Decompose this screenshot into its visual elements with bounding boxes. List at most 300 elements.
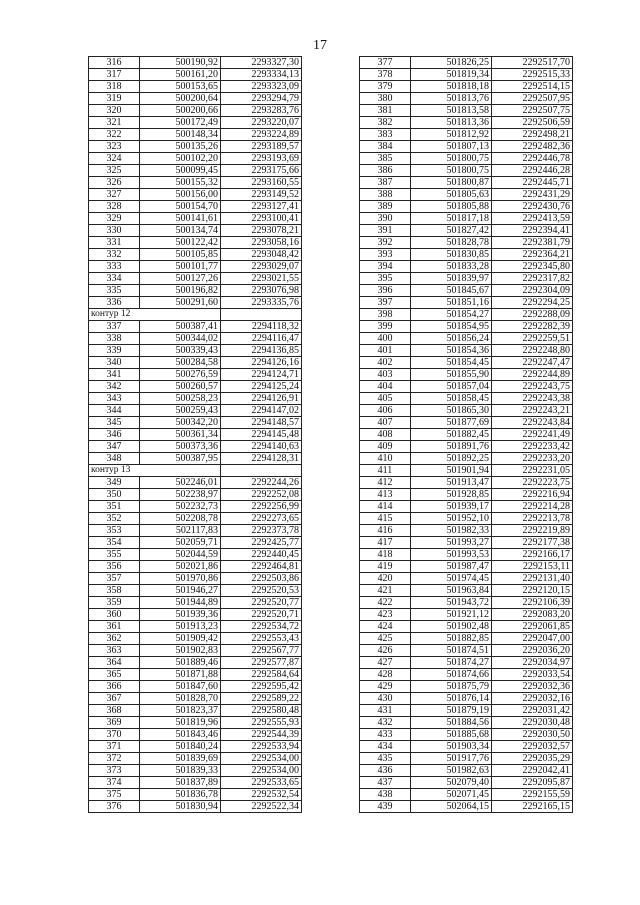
point-number: 353 bbox=[89, 525, 140, 537]
point-number: 325 bbox=[89, 165, 140, 177]
contour-label: контур 13 bbox=[89, 465, 221, 477]
x-coordinate: 501952,10 bbox=[411, 513, 492, 525]
y-coordinate: 2293323,09 bbox=[221, 81, 302, 93]
table-row bbox=[89, 513, 302, 525]
x-coordinate: 501845,67 bbox=[411, 285, 492, 297]
table-row bbox=[360, 513, 573, 525]
y-coordinate: 2292033,54 bbox=[492, 669, 573, 681]
point-number: 394 bbox=[360, 261, 411, 273]
x-coordinate: 501813,36 bbox=[411, 117, 492, 129]
point-number: 375 bbox=[89, 789, 140, 801]
point-number: 419 bbox=[360, 561, 411, 573]
table-row bbox=[89, 57, 302, 69]
y-coordinate: 2292520,53 bbox=[221, 585, 302, 597]
page-number: 17 bbox=[313, 38, 327, 53]
x-coordinate: 501854,36 bbox=[411, 345, 492, 357]
x-coordinate: 500344,02 bbox=[140, 333, 221, 345]
table-row bbox=[360, 693, 573, 705]
y-coordinate: 2292241,49 bbox=[492, 429, 573, 441]
table-row bbox=[89, 705, 302, 717]
point-number: 435 bbox=[360, 753, 411, 765]
table-row bbox=[360, 729, 573, 741]
point-number: 439 bbox=[360, 801, 411, 813]
table-row bbox=[89, 69, 302, 81]
y-coordinate: 2293029,07 bbox=[221, 261, 302, 273]
x-coordinate: 501993,53 bbox=[411, 549, 492, 561]
x-coordinate: 501884,56 bbox=[411, 717, 492, 729]
y-coordinate: 2292506,59 bbox=[492, 117, 573, 129]
x-coordinate: 501901,94 bbox=[411, 465, 492, 477]
y-coordinate: 2292153,11 bbox=[492, 561, 573, 573]
point-number: 427 bbox=[360, 657, 411, 669]
table-row bbox=[360, 645, 573, 657]
x-coordinate: 500154,70 bbox=[140, 201, 221, 213]
point-number: 382 bbox=[360, 117, 411, 129]
y-coordinate: 2294125,24 bbox=[221, 381, 302, 393]
point-number: 436 bbox=[360, 765, 411, 777]
y-coordinate: 2292061,85 bbox=[492, 621, 573, 633]
table-row bbox=[360, 441, 573, 453]
table-row bbox=[360, 57, 573, 69]
point-number: 381 bbox=[360, 105, 411, 117]
x-coordinate: 502232,73 bbox=[140, 501, 221, 513]
table-row bbox=[360, 681, 573, 693]
point-number: 387 bbox=[360, 177, 411, 189]
x-coordinate: 501818,18 bbox=[411, 81, 492, 93]
x-coordinate: 501987,47 bbox=[411, 561, 492, 573]
x-coordinate: 500200,66 bbox=[140, 105, 221, 117]
x-coordinate: 501839,69 bbox=[140, 753, 221, 765]
table-row bbox=[360, 141, 573, 153]
x-coordinate: 501874,66 bbox=[411, 669, 492, 681]
point-number: 321 bbox=[89, 117, 140, 129]
table-row bbox=[360, 81, 573, 93]
y-coordinate: 2292243,75 bbox=[492, 381, 573, 393]
y-coordinate: 2292166,17 bbox=[492, 549, 573, 561]
point-number: 317 bbox=[89, 69, 140, 81]
y-coordinate: 2292584,64 bbox=[221, 669, 302, 681]
y-coordinate: 2292256,99 bbox=[221, 501, 302, 513]
point-number: 378 bbox=[360, 69, 411, 81]
table-row bbox=[360, 573, 573, 585]
x-coordinate: 500099,45 bbox=[140, 165, 221, 177]
point-number: 421 bbox=[360, 585, 411, 597]
table-row bbox=[89, 153, 302, 165]
y-coordinate: 2292036,20 bbox=[492, 645, 573, 657]
y-coordinate: 2292288,09 bbox=[492, 309, 573, 321]
x-coordinate: 501837,89 bbox=[140, 777, 221, 789]
table-row bbox=[89, 249, 302, 261]
x-coordinate: 500102,20 bbox=[140, 153, 221, 165]
table-row bbox=[89, 429, 302, 441]
y-coordinate: 2293160,55 bbox=[221, 177, 302, 189]
x-coordinate: 501974,45 bbox=[411, 573, 492, 585]
x-coordinate: 501944,89 bbox=[140, 597, 221, 609]
x-coordinate: 502021,86 bbox=[140, 561, 221, 573]
y-coordinate: 2292567,77 bbox=[221, 645, 302, 657]
x-coordinate: 500105,85 bbox=[140, 249, 221, 261]
y-coordinate: 2294118,32 bbox=[221, 321, 302, 333]
point-number: 370 bbox=[89, 729, 140, 741]
point-number: 326 bbox=[89, 177, 140, 189]
y-coordinate: 2292464,81 bbox=[221, 561, 302, 573]
table-row bbox=[360, 297, 573, 309]
x-coordinate: 501939,36 bbox=[140, 609, 221, 621]
point-number: 409 bbox=[360, 441, 411, 453]
y-coordinate: 2292233,20 bbox=[492, 453, 573, 465]
y-coordinate: 2292544,39 bbox=[221, 729, 302, 741]
y-coordinate: 2292595,42 bbox=[221, 681, 302, 693]
y-coordinate: 2293189,57 bbox=[221, 141, 302, 153]
table-row bbox=[360, 417, 573, 429]
x-coordinate: 501882,45 bbox=[411, 429, 492, 441]
point-number: 346 bbox=[89, 429, 140, 441]
table-row bbox=[89, 141, 302, 153]
table-row bbox=[360, 381, 573, 393]
point-number: 389 bbox=[360, 201, 411, 213]
point-number: 415 bbox=[360, 513, 411, 525]
y-coordinate: 2293021,55 bbox=[221, 273, 302, 285]
x-coordinate: 501982,33 bbox=[411, 525, 492, 537]
table-row bbox=[89, 357, 302, 369]
point-number: 352 bbox=[89, 513, 140, 525]
x-coordinate: 501813,58 bbox=[411, 105, 492, 117]
table-row bbox=[89, 741, 302, 753]
table-row bbox=[89, 609, 302, 621]
table-row bbox=[89, 297, 302, 309]
y-coordinate: 2292445,71 bbox=[492, 177, 573, 189]
y-coordinate: 2292580,48 bbox=[221, 705, 302, 717]
x-coordinate: 500148,34 bbox=[140, 129, 221, 141]
table-row bbox=[360, 225, 573, 237]
table-row bbox=[89, 369, 302, 381]
x-coordinate: 500153,65 bbox=[140, 81, 221, 93]
table-row bbox=[89, 237, 302, 249]
table-row bbox=[360, 177, 573, 189]
y-coordinate: 2292243,38 bbox=[492, 393, 573, 405]
point-number: 379 bbox=[360, 81, 411, 93]
point-number: 333 bbox=[89, 261, 140, 273]
point-number: 359 bbox=[89, 597, 140, 609]
x-coordinate: 500161,20 bbox=[140, 69, 221, 81]
x-coordinate: 501839,33 bbox=[140, 765, 221, 777]
table-row bbox=[89, 81, 302, 93]
x-coordinate: 501805,63 bbox=[411, 189, 492, 201]
y-coordinate: 2292219,89 bbox=[492, 525, 573, 537]
table-row bbox=[360, 585, 573, 597]
table-row bbox=[89, 585, 302, 597]
point-number: 401 bbox=[360, 345, 411, 357]
y-coordinate: 2292515,33 bbox=[492, 69, 573, 81]
table-row bbox=[89, 525, 302, 537]
x-coordinate: 501871,88 bbox=[140, 669, 221, 681]
y-coordinate: 2292216,94 bbox=[492, 489, 573, 501]
table-row bbox=[89, 477, 302, 489]
point-number: 396 bbox=[360, 285, 411, 297]
point-number: 397 bbox=[360, 297, 411, 309]
y-coordinate: 2292503,86 bbox=[221, 573, 302, 585]
point-number: 420 bbox=[360, 573, 411, 585]
y-coordinate: 2292533,94 bbox=[221, 741, 302, 753]
y-coordinate: 2292345,80 bbox=[492, 261, 573, 273]
y-coordinate: 2292446,78 bbox=[492, 153, 573, 165]
table-row bbox=[89, 729, 302, 741]
point-number: 331 bbox=[89, 237, 140, 249]
point-number: 422 bbox=[360, 597, 411, 609]
y-coordinate: 2293220,07 bbox=[221, 117, 302, 129]
y-coordinate: 2292095,87 bbox=[492, 777, 573, 789]
table-row bbox=[89, 453, 302, 465]
y-coordinate: 2292223,75 bbox=[492, 477, 573, 489]
point-number: 323 bbox=[89, 141, 140, 153]
x-coordinate: 500284,58 bbox=[140, 357, 221, 369]
table-row bbox=[360, 501, 573, 513]
point-number: 338 bbox=[89, 333, 140, 345]
y-coordinate: 2292248,80 bbox=[492, 345, 573, 357]
point-number: 368 bbox=[89, 705, 140, 717]
y-coordinate: 2294136,85 bbox=[221, 345, 302, 357]
x-coordinate: 501823,37 bbox=[140, 705, 221, 717]
table-row bbox=[89, 597, 302, 609]
point-number: 380 bbox=[360, 93, 411, 105]
table-row bbox=[360, 633, 573, 645]
y-coordinate: 2292555,93 bbox=[221, 717, 302, 729]
table-row bbox=[89, 201, 302, 213]
x-coordinate: 500156,00 bbox=[140, 189, 221, 201]
y-coordinate: 2293224,89 bbox=[221, 129, 302, 141]
x-coordinate: 500101,77 bbox=[140, 261, 221, 273]
point-number: 347 bbox=[89, 441, 140, 453]
x-coordinate: 500259,43 bbox=[140, 405, 221, 417]
x-coordinate: 502064,15 bbox=[411, 801, 492, 813]
y-coordinate: 2292413,59 bbox=[492, 213, 573, 225]
x-coordinate: 501847,60 bbox=[140, 681, 221, 693]
x-coordinate: 502238,97 bbox=[140, 489, 221, 501]
x-coordinate: 501830,85 bbox=[411, 249, 492, 261]
point-number: 430 bbox=[360, 693, 411, 705]
y-coordinate: 2292244,26 bbox=[221, 477, 302, 489]
y-coordinate: 2292031,42 bbox=[492, 705, 573, 717]
table-row bbox=[89, 777, 302, 789]
y-coordinate: 2292517,70 bbox=[492, 57, 573, 69]
point-number: 322 bbox=[89, 129, 140, 141]
x-coordinate: 501882,85 bbox=[411, 633, 492, 645]
y-coordinate: 2292373,78 bbox=[221, 525, 302, 537]
x-coordinate: 501877,69 bbox=[411, 417, 492, 429]
table-row bbox=[360, 705, 573, 717]
y-coordinate: 2292431,29 bbox=[492, 189, 573, 201]
point-number: 374 bbox=[89, 777, 140, 789]
point-number: 398 bbox=[360, 309, 411, 321]
point-number: 362 bbox=[89, 633, 140, 645]
x-coordinate: 501876,14 bbox=[411, 693, 492, 705]
y-coordinate: 2292534,00 bbox=[221, 753, 302, 765]
table-row bbox=[89, 789, 302, 801]
y-coordinate: 2292131,40 bbox=[492, 573, 573, 585]
y-coordinate: 2292106,39 bbox=[492, 597, 573, 609]
x-coordinate: 501833,28 bbox=[411, 261, 492, 273]
y-coordinate: 2292034,97 bbox=[492, 657, 573, 669]
point-number: 336 bbox=[89, 297, 140, 309]
y-coordinate: 2292553,43 bbox=[221, 633, 302, 645]
table-row bbox=[360, 453, 573, 465]
x-coordinate: 500135,26 bbox=[140, 141, 221, 153]
y-coordinate: 2293078,21 bbox=[221, 225, 302, 237]
point-number: 410 bbox=[360, 453, 411, 465]
table-row bbox=[360, 165, 573, 177]
point-number: 429 bbox=[360, 681, 411, 693]
point-number: 423 bbox=[360, 609, 411, 621]
x-coordinate: 501827,42 bbox=[411, 225, 492, 237]
point-number: 407 bbox=[360, 417, 411, 429]
x-coordinate: 501828,78 bbox=[411, 237, 492, 249]
x-coordinate: 500196,82 bbox=[140, 285, 221, 297]
table-row bbox=[89, 765, 302, 777]
point-number: 417 bbox=[360, 537, 411, 549]
y-coordinate: 2292252,08 bbox=[221, 489, 302, 501]
y-coordinate: 2294124,71 bbox=[221, 369, 302, 381]
coordinates-table-left bbox=[88, 56, 302, 813]
table-row bbox=[89, 189, 302, 201]
y-coordinate: 2292498,21 bbox=[492, 129, 573, 141]
x-coordinate: 501840,24 bbox=[140, 741, 221, 753]
y-coordinate: 2292247,47 bbox=[492, 357, 573, 369]
point-number: 376 bbox=[89, 801, 140, 813]
x-coordinate: 501856,24 bbox=[411, 333, 492, 345]
table-row bbox=[360, 369, 573, 381]
point-number: 335 bbox=[89, 285, 140, 297]
x-coordinate: 501885,68 bbox=[411, 729, 492, 741]
y-coordinate: 2292032,16 bbox=[492, 693, 573, 705]
y-coordinate: 2292507,75 bbox=[492, 105, 573, 117]
table-row bbox=[360, 237, 573, 249]
table-row bbox=[89, 177, 302, 189]
y-coordinate: 2292514,15 bbox=[492, 81, 573, 93]
point-number: 358 bbox=[89, 585, 140, 597]
table-row bbox=[360, 261, 573, 273]
y-coordinate: 2292243,84 bbox=[492, 417, 573, 429]
x-coordinate: 501879,19 bbox=[411, 705, 492, 717]
x-coordinate: 501858,45 bbox=[411, 393, 492, 405]
x-coordinate: 501857,04 bbox=[411, 381, 492, 393]
y-coordinate: 2294147,02 bbox=[221, 405, 302, 417]
point-number: 342 bbox=[89, 381, 140, 393]
table-row bbox=[89, 801, 302, 813]
y-coordinate: 2292042,41 bbox=[492, 765, 573, 777]
table-row bbox=[360, 429, 573, 441]
table-row bbox=[360, 597, 573, 609]
point-number: 433 bbox=[360, 729, 411, 741]
y-coordinate: 2292534,00 bbox=[221, 765, 302, 777]
x-coordinate: 500141,61 bbox=[140, 213, 221, 225]
table-row bbox=[360, 249, 573, 261]
y-coordinate: 2292294,25 bbox=[492, 297, 573, 309]
point-number: 337 bbox=[89, 321, 140, 333]
x-coordinate: 501946,27 bbox=[140, 585, 221, 597]
y-coordinate: 2292533,65 bbox=[221, 777, 302, 789]
table-row bbox=[89, 693, 302, 705]
x-coordinate: 501830,94 bbox=[140, 801, 221, 813]
point-number: 367 bbox=[89, 693, 140, 705]
point-number: 361 bbox=[89, 621, 140, 633]
x-coordinate: 501812,92 bbox=[411, 129, 492, 141]
x-coordinate: 501826,25 bbox=[411, 57, 492, 69]
point-number: 395 bbox=[360, 273, 411, 285]
table-row bbox=[360, 213, 573, 225]
table-row bbox=[89, 105, 302, 117]
table-row bbox=[89, 321, 302, 333]
table-row bbox=[89, 669, 302, 681]
point-number: 403 bbox=[360, 369, 411, 381]
point-number: 350 bbox=[89, 489, 140, 501]
table-row bbox=[89, 261, 302, 273]
table-row bbox=[360, 393, 573, 405]
table-row bbox=[89, 213, 302, 225]
x-coordinate: 501839,97 bbox=[411, 273, 492, 285]
y-coordinate: 2293334,13 bbox=[221, 69, 302, 81]
x-coordinate: 501819,96 bbox=[140, 717, 221, 729]
x-coordinate: 501800,87 bbox=[411, 177, 492, 189]
point-number: 414 bbox=[360, 501, 411, 513]
y-coordinate: 2292213,78 bbox=[492, 513, 573, 525]
point-number: 349 bbox=[89, 477, 140, 489]
x-coordinate: 501921,12 bbox=[411, 609, 492, 621]
table-row bbox=[360, 153, 573, 165]
y-coordinate: 2292259,51 bbox=[492, 333, 573, 345]
x-coordinate: 502079,40 bbox=[411, 777, 492, 789]
point-number: 373 bbox=[89, 765, 140, 777]
point-number: 319 bbox=[89, 93, 140, 105]
y-coordinate: 2293175,66 bbox=[221, 165, 302, 177]
point-number: 363 bbox=[89, 645, 140, 657]
x-coordinate: 501836,78 bbox=[140, 789, 221, 801]
x-coordinate: 501854,27 bbox=[411, 309, 492, 321]
x-coordinate: 501865,30 bbox=[411, 405, 492, 417]
point-number: 384 bbox=[360, 141, 411, 153]
x-coordinate: 500373,36 bbox=[140, 441, 221, 453]
x-coordinate: 500291,60 bbox=[140, 297, 221, 309]
point-number: 334 bbox=[89, 273, 140, 285]
point-number: 345 bbox=[89, 417, 140, 429]
y-coordinate: 2292520,77 bbox=[221, 597, 302, 609]
point-number: 412 bbox=[360, 477, 411, 489]
point-number: 413 bbox=[360, 489, 411, 501]
x-coordinate: 501909,42 bbox=[140, 633, 221, 645]
table-row bbox=[89, 129, 302, 141]
contour-header-row bbox=[89, 309, 302, 321]
x-coordinate: 501917,76 bbox=[411, 753, 492, 765]
point-number: 355 bbox=[89, 549, 140, 561]
x-coordinate: 501805,88 bbox=[411, 201, 492, 213]
point-number: 418 bbox=[360, 549, 411, 561]
point-number: 341 bbox=[89, 369, 140, 381]
y-coordinate: 2292282,39 bbox=[492, 321, 573, 333]
point-number: 411 bbox=[360, 465, 411, 477]
table-row bbox=[360, 765, 573, 777]
table-row bbox=[360, 801, 573, 813]
x-coordinate: 501851,16 bbox=[411, 297, 492, 309]
x-coordinate: 501892,25 bbox=[411, 453, 492, 465]
y-coordinate: 2292231,05 bbox=[492, 465, 573, 477]
y-coordinate: 2292532,54 bbox=[221, 789, 302, 801]
point-number: 424 bbox=[360, 621, 411, 633]
y-coordinate: 2293127,41 bbox=[221, 201, 302, 213]
table-row bbox=[360, 273, 573, 285]
y-coordinate: 2292534,72 bbox=[221, 621, 302, 633]
point-number: 388 bbox=[360, 189, 411, 201]
point-number: 328 bbox=[89, 201, 140, 213]
point-number: 332 bbox=[89, 249, 140, 261]
